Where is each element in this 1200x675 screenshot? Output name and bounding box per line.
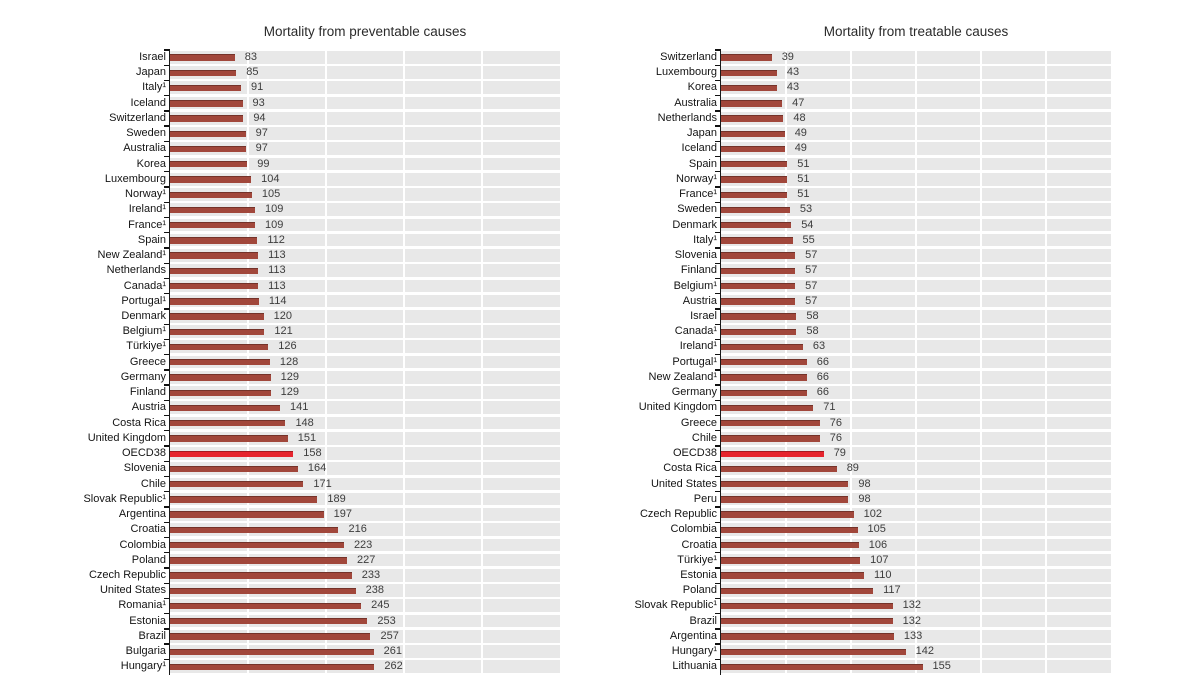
value-label: 93 <box>252 96 265 109</box>
bar <box>170 466 298 472</box>
country-label: Korea <box>136 157 166 170</box>
bar <box>721 222 791 228</box>
bar <box>170 222 255 228</box>
country-label: Netherlands <box>106 264 166 277</box>
value-label: 171 <box>313 477 332 490</box>
country-label: Czech Republic <box>88 568 166 581</box>
bar <box>721 481 848 487</box>
bar <box>721 420 820 426</box>
value-label: 76 <box>829 431 843 444</box>
country-label: Sweden <box>677 203 717 216</box>
country-label: Ireland¹ <box>128 203 166 216</box>
country-label: Canada¹ <box>123 279 166 292</box>
bar <box>721 85 777 91</box>
bar <box>170 313 264 319</box>
value-label: 253 <box>377 614 396 627</box>
value-label: 106 <box>868 538 888 551</box>
country-label: United States <box>99 584 166 597</box>
country-label: Chile <box>691 431 717 444</box>
bar <box>170 85 241 91</box>
country-label: Luxembourg <box>655 66 717 79</box>
value-label: 151 <box>297 431 317 444</box>
bar <box>170 420 285 426</box>
country-label: Australia <box>123 142 166 155</box>
bar <box>721 283 795 289</box>
bar <box>170 192 252 198</box>
country-label: Poland <box>682 584 717 597</box>
bar <box>721 527 858 533</box>
value-label: 49 <box>794 142 807 155</box>
value-label: 105 <box>867 523 886 536</box>
value-label: 120 <box>273 309 292 322</box>
bar <box>170 115 243 121</box>
bar <box>721 313 796 319</box>
value-label: 57 <box>805 264 818 277</box>
country-label: OECD38 <box>672 447 717 460</box>
country-label: Denmark <box>672 218 717 231</box>
bar <box>721 207 790 213</box>
bar <box>721 192 787 198</box>
y-axis-line <box>720 50 722 675</box>
country-label: Estonia <box>680 568 717 581</box>
bar <box>721 588 873 594</box>
country-label: Finland <box>680 264 717 277</box>
bar <box>170 374 271 380</box>
bar <box>170 252 258 258</box>
bar <box>721 542 859 548</box>
bar <box>170 588 356 594</box>
country-label: Peru <box>693 492 717 505</box>
value-label: 261 <box>383 645 402 658</box>
country-label: Argentina <box>669 629 717 642</box>
country-label: Luxembourg <box>104 172 166 185</box>
country-label: Brazil <box>138 629 166 642</box>
country-label: Norway¹ <box>125 188 166 201</box>
bar <box>721 329 796 335</box>
value-label: 55 <box>802 233 815 246</box>
country-label: Norway¹ <box>676 172 717 185</box>
value-label: 132 <box>902 614 921 627</box>
bar <box>721 237 793 243</box>
country-label: Slovak Republic¹ <box>634 599 717 612</box>
value-label: 63 <box>812 340 826 353</box>
value-label: 83 <box>244 51 257 63</box>
bar <box>170 481 303 487</box>
country-label: Hungary¹ <box>671 645 717 658</box>
bar <box>170 100 243 106</box>
value-label: 155 <box>932 660 951 673</box>
bar <box>721 268 795 274</box>
country-label: United States <box>650 477 717 490</box>
bar <box>721 359 807 365</box>
country-label: Portugal¹ <box>672 355 717 368</box>
value-label: 245 <box>371 599 390 612</box>
bar <box>170 131 246 137</box>
value-label: 262 <box>384 660 403 673</box>
country-label: Slovenia <box>123 462 166 475</box>
country-label: Türkiye¹ <box>126 340 166 353</box>
value-label: 99 <box>257 157 270 170</box>
value-label: 113 <box>268 279 286 292</box>
bar <box>170 527 338 533</box>
value-label: 94 <box>253 111 266 124</box>
bar <box>170 572 352 578</box>
value-label: 76 <box>829 416 843 429</box>
country-label: Iceland <box>130 96 166 109</box>
value-label: 107 <box>870 553 889 566</box>
value-label: 97 <box>255 127 268 140</box>
bar <box>721 664 923 670</box>
value-label: 133 <box>903 629 923 642</box>
country-label: Japan <box>136 66 166 79</box>
country-label: Italy¹ <box>142 81 166 94</box>
value-label: 109 <box>265 218 284 231</box>
country-label: Denmark <box>121 309 166 322</box>
value-label: 113 <box>268 249 286 262</box>
bar <box>721 649 906 655</box>
bar <box>721 100 782 106</box>
value-label: 233 <box>361 568 381 581</box>
country-label: United Kingdom <box>638 401 717 414</box>
preventable-mortality-chart <box>40 24 560 675</box>
value-label: 223 <box>353 538 373 551</box>
bar <box>170 359 270 365</box>
bar <box>721 572 864 578</box>
country-label: United Kingdom <box>87 431 166 444</box>
country-label: Belgium¹ <box>673 279 717 292</box>
vertical-gridline <box>980 50 982 675</box>
bar <box>170 146 246 152</box>
value-label: 141 <box>289 401 309 414</box>
bar <box>721 603 893 609</box>
value-label: 257 <box>380 629 399 642</box>
oecd-highlight-bar <box>170 451 293 457</box>
country-label: Portugal¹ <box>121 294 166 307</box>
value-label: 89 <box>846 462 859 475</box>
country-label: Germany <box>671 386 717 399</box>
country-label: France¹ <box>128 218 166 231</box>
country-label: Poland <box>131 553 166 566</box>
value-label: 58 <box>806 325 819 338</box>
country-label: Spain <box>137 233 166 246</box>
bar <box>721 374 807 380</box>
value-label: 97 <box>255 142 268 155</box>
value-label: 58 <box>806 309 819 322</box>
value-label: 189 <box>327 492 346 505</box>
country-label: Argentina <box>118 508 166 521</box>
vertical-gridline <box>325 50 327 675</box>
value-label: 66 <box>816 386 830 399</box>
country-label: Israel <box>139 51 166 63</box>
country-label: Greece <box>680 416 717 429</box>
country-label: Switzerland <box>109 111 166 124</box>
country-label: Costa Rica <box>112 416 166 429</box>
value-label: 129 <box>280 386 299 399</box>
oecd-highlight-bar <box>721 451 824 457</box>
bar <box>170 268 258 274</box>
y-axis-line <box>169 50 171 675</box>
vertical-gridline <box>915 50 917 675</box>
country-label: Estonia <box>129 614 166 627</box>
value-label: 121 <box>274 325 293 338</box>
bar-row <box>591 461 1111 476</box>
country-label: France¹ <box>679 188 717 201</box>
value-label: 39 <box>781 51 794 63</box>
country-label: Switzerland <box>660 51 717 63</box>
value-label: 71 <box>823 401 836 414</box>
country-label: Iceland <box>681 142 717 155</box>
bar <box>170 618 367 624</box>
value-label: 129 <box>280 370 299 383</box>
value-label: 47 <box>792 96 805 109</box>
bar <box>170 557 347 563</box>
bar <box>721 466 837 472</box>
value-label: 126 <box>278 340 297 353</box>
vertical-gridline <box>1045 50 1047 675</box>
value-label: 142 <box>915 645 934 658</box>
bar <box>721 176 787 182</box>
country-label: Bulgaria <box>125 645 166 658</box>
value-label: 57 <box>805 249 818 262</box>
bar <box>721 161 787 167</box>
bar <box>721 252 795 258</box>
bar <box>170 329 264 335</box>
bar <box>170 54 235 60</box>
bar <box>721 115 783 121</box>
chart-title-treatable: Mortality from treatable causes <box>823 24 1009 39</box>
country-label: Spain <box>688 157 717 170</box>
value-label: 57 <box>805 279 818 292</box>
bar <box>170 283 258 289</box>
bar <box>721 405 813 411</box>
bar <box>170 344 268 350</box>
country-label: OECD38 <box>121 447 166 460</box>
bar <box>721 131 785 137</box>
country-label: Australia <box>674 96 717 109</box>
bar <box>170 511 324 517</box>
value-label: 164 <box>307 462 327 475</box>
bar <box>170 298 259 304</box>
country-label: Japan <box>687 127 717 140</box>
bar <box>721 511 854 517</box>
bar <box>170 70 236 76</box>
value-label: 105 <box>261 188 281 201</box>
bar <box>170 664 374 670</box>
country-label: Israel <box>690 309 717 322</box>
vertical-gridline <box>850 50 852 675</box>
vertical-gridline <box>403 50 405 675</box>
treatable-mortality-chart <box>591 24 1111 675</box>
value-label: 110 <box>874 568 892 581</box>
value-label: 227 <box>357 553 376 566</box>
value-label: 66 <box>816 355 830 368</box>
chart-title-preventable: Mortality from preventable causes <box>263 24 467 39</box>
value-label: 128 <box>279 355 299 368</box>
value-label: 66 <box>816 370 830 383</box>
bar <box>721 70 777 76</box>
country-label: Hungary¹ <box>120 660 166 673</box>
value-label: 197 <box>333 508 353 521</box>
country-label: Czech Republic <box>639 508 717 521</box>
value-label: 98 <box>858 492 871 505</box>
value-label: 98 <box>858 477 871 490</box>
bar <box>721 496 848 502</box>
bar <box>170 435 288 441</box>
country-label: Sweden <box>126 127 166 140</box>
bar <box>170 405 280 411</box>
country-label: Korea <box>687 81 717 94</box>
country-label: Austria <box>682 294 717 307</box>
bar <box>170 633 370 639</box>
value-label: 112 <box>267 233 285 246</box>
country-label: Canada¹ <box>674 325 717 338</box>
value-label: 113 <box>268 264 286 277</box>
value-label: 91 <box>250 81 264 94</box>
value-label: 51 <box>797 172 810 185</box>
country-label: Lithuania <box>672 660 717 673</box>
bar <box>721 633 894 639</box>
value-label: 54 <box>801 218 814 231</box>
country-label: Belgium¹ <box>122 325 166 338</box>
vertical-gridline <box>481 50 483 675</box>
value-label: 148 <box>295 416 314 429</box>
bar <box>721 557 860 563</box>
country-label: Colombia <box>670 523 717 536</box>
value-label: 48 <box>793 111 806 124</box>
bar <box>721 618 893 624</box>
value-label: 49 <box>794 127 807 140</box>
country-label: Finland <box>129 386 166 399</box>
value-label: 43 <box>786 66 800 79</box>
country-label: Türkiye¹ <box>677 553 717 566</box>
country-label: New Zealand¹ <box>648 370 717 383</box>
bar <box>170 603 361 609</box>
value-label: 114 <box>268 294 287 307</box>
value-label: 57 <box>805 294 818 307</box>
bar <box>170 176 251 182</box>
country-label: New Zealand¹ <box>97 249 166 262</box>
value-label: 104 <box>261 172 280 185</box>
value-label: 85 <box>246 66 259 79</box>
country-label: Romania¹ <box>118 599 166 612</box>
value-label: 238 <box>365 584 384 597</box>
bar <box>721 146 785 152</box>
country-label: Croatia <box>130 523 166 536</box>
country-label: Chile <box>140 477 166 490</box>
value-label: 216 <box>348 523 367 536</box>
bar <box>170 161 247 167</box>
value-label: 117 <box>883 584 901 597</box>
value-label: 79 <box>833 447 846 460</box>
value-label: 51 <box>797 188 810 201</box>
bar <box>170 390 271 396</box>
country-label: Ireland¹ <box>679 340 717 353</box>
bar <box>170 496 317 502</box>
country-label: Italy¹ <box>693 233 717 246</box>
value-label: 158 <box>303 447 322 460</box>
country-label: Colombia <box>119 538 166 551</box>
country-label: Slovak Republic¹ <box>83 492 166 505</box>
bar <box>721 344 803 350</box>
country-label: Germany <box>120 370 166 383</box>
bar <box>721 298 795 304</box>
country-label: Costa Rica <box>663 462 717 475</box>
bar <box>721 54 772 60</box>
bar <box>721 390 807 396</box>
country-label: Brazil <box>689 614 717 627</box>
value-label: 51 <box>797 157 810 170</box>
value-label: 102 <box>863 508 882 521</box>
value-label: 53 <box>799 203 813 216</box>
country-label: Netherlands <box>657 111 717 124</box>
value-label: 109 <box>265 203 284 216</box>
value-label: 132 <box>902 599 921 612</box>
bar <box>170 207 255 213</box>
bar <box>170 237 257 243</box>
bar <box>170 649 374 655</box>
country-label: Austria <box>131 401 166 414</box>
bar <box>170 542 344 548</box>
country-label: Slovenia <box>674 249 717 262</box>
country-label: Croatia <box>681 538 717 551</box>
country-label: Greece <box>129 355 166 368</box>
value-label: 43 <box>786 81 800 94</box>
bar <box>721 435 820 441</box>
